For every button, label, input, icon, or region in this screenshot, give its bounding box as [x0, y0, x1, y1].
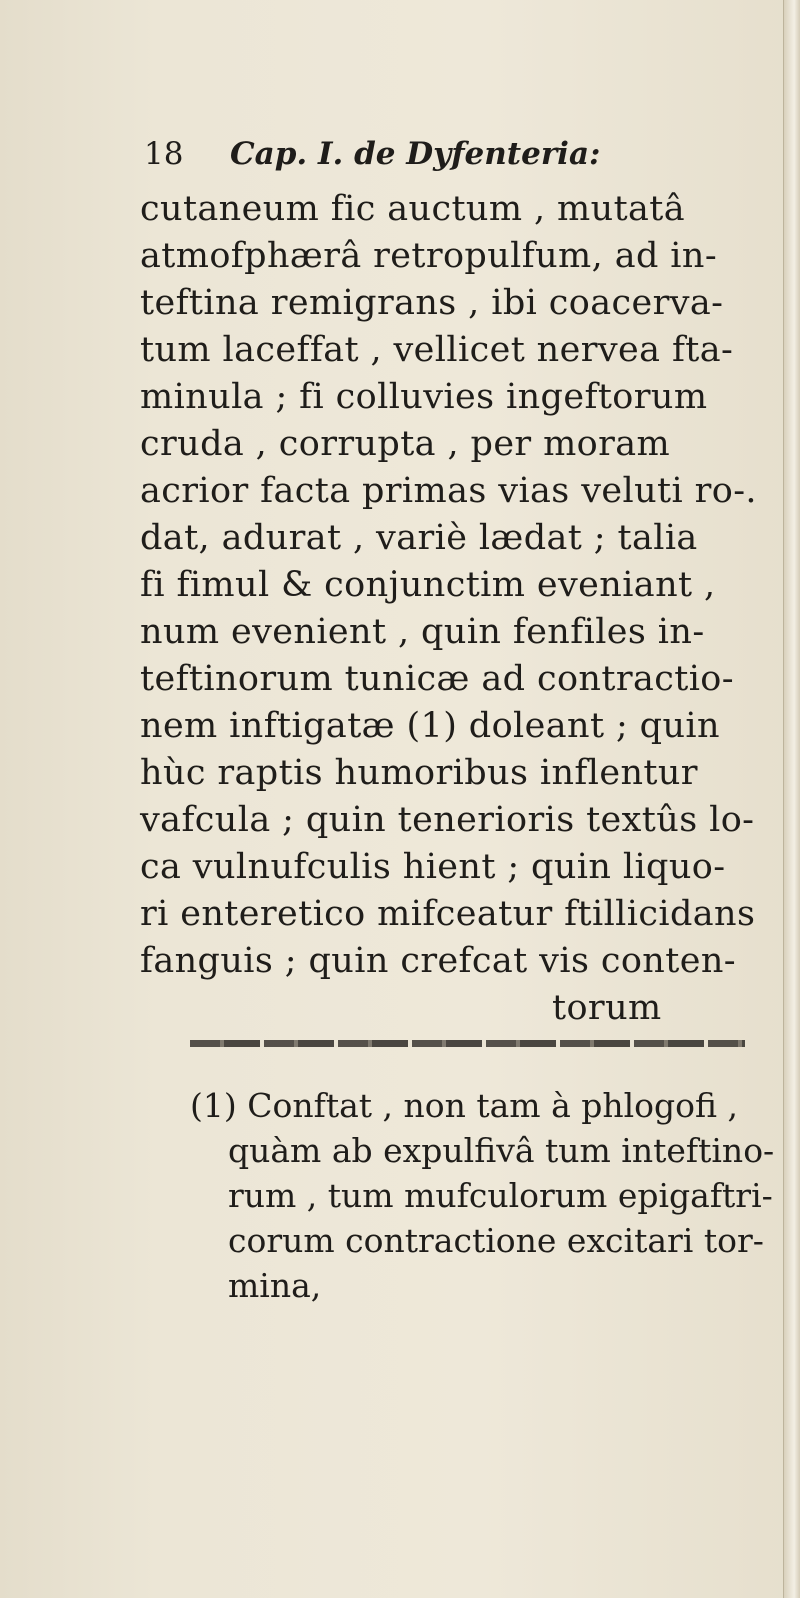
footnote	[190, 1083, 780, 1308]
text-line-catchword: torum	[552, 988, 662, 1028]
text-line: num evenient , quin fenfiles in-	[140, 612, 705, 652]
footnote-line: (1) Conftat , non tam à phlogofi ,	[190, 1086, 739, 1125]
text-line: tum laceffat , vellicet nervea fta-	[140, 330, 734, 370]
body-text	[140, 186, 780, 1032]
text-line: vafcula ; quin tenerioris textûs lo-	[140, 800, 755, 840]
text-line: teftinorum tunicæ ad contractio-	[140, 659, 734, 699]
text-line: fanguis ; quin crefcat vis conten-	[140, 941, 736, 981]
text-line: nem inftigatæ (1) doleant ; quin	[140, 706, 720, 746]
text-line: dat, adurat , variè lædat ; talia	[140, 518, 698, 558]
footnote-line: quàm ab expulfivâ tum inteftino-	[228, 1131, 775, 1170]
text-line: ri enteretico mifceatur ftillicidans	[140, 894, 756, 934]
text-line: teftina remigrans , ibi coacerva-	[140, 283, 724, 323]
text-line: minula ; fi colluvies ingeftorum	[140, 377, 708, 417]
running-title: Cap. I. de Dyfenteria:	[230, 136, 601, 172]
text-line: ca vulnufculis hient ; quin liquo-	[140, 847, 726, 887]
text-line: acrior facta primas vias veluti ro-.	[140, 471, 757, 511]
text-line: fi fimul & conjunctim eveniant ,	[140, 565, 716, 605]
page-number: 18	[144, 136, 184, 172]
text-line: atmofphærâ retropulfum, ad in-	[140, 236, 718, 276]
page-edge	[783, 0, 800, 1598]
footnote-line: rum , tum mufculorum epigaftri-	[228, 1176, 773, 1215]
footnote-line: mina,	[228, 1266, 322, 1305]
footnote-line: corum contractione excitari tor-	[228, 1221, 764, 1260]
text-line: hùc raptis humoribus inflentur	[140, 753, 698, 793]
text-line: cruda , corrupta , per moram	[140, 424, 671, 464]
page-header	[144, 130, 704, 178]
text-line: cutaneum fic auctum , mutatâ	[140, 189, 686, 229]
footnote-divider	[190, 1040, 745, 1047]
